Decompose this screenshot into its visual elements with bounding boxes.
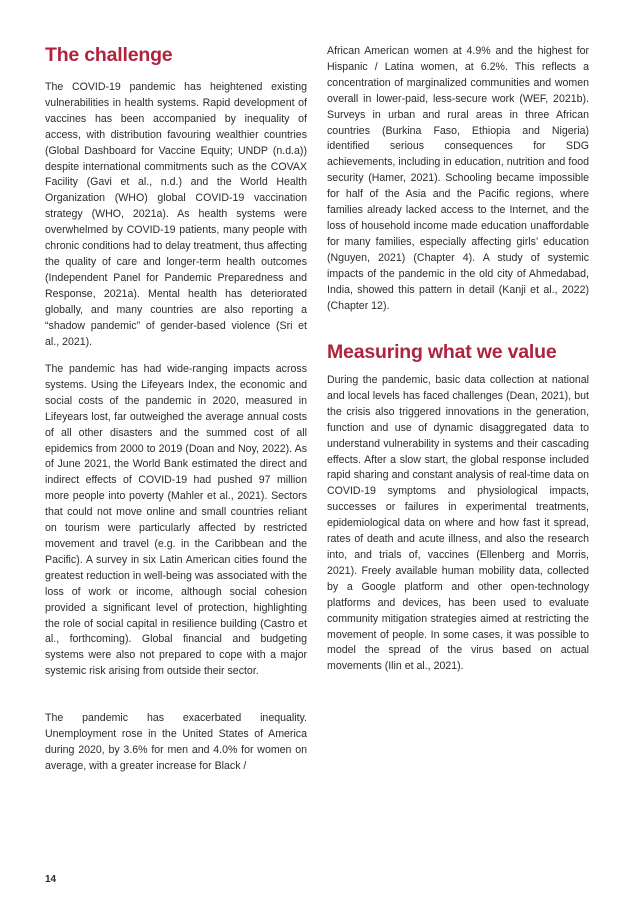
body-paragraph: During the pandemic, basic data collection at national and local levels has faced challenges (Dean, 2021), but the crisis also triggered innovations in the generation, function and use of dynamic disaggregated data to understand vulnerability in systems and their cascading effects. After a slow start, the global response included rapid sharing and constant analysis of real-time data on COVID-19 symptoms and physiological impacts, successes or failures in experimental treatments, epidemiological data on where and how fast it spread, rates of death and acute illness, and also the research into, and trials of, vaccines (Ellenberg and Morris, 2021). Freely available human mobility data, collected by a Google platform and other open-technology platforms and devices, has been used to evaluate community mitigation strategies aimed at restricting the movement of people. In some cases, it was possible to model the spread of the virus based on actual movements (Ilin et al., 2021). [327, 374, 589, 673]
section-heading-challenge: The challenge [45, 44, 173, 66]
body-paragraph: The COVID-19 pandemic has heightened existing vulnerabilities in health systems. Rapid development of vaccines has been accompanied by inequality of access, with distribution favouring wealthier countries (Global Dashboard for Vaccine Equity; UNDP (n.d.a)) despite international commitments such as the COVAX Facility (Gavi et al., n.d.) and the World Health Organization (WHO) global COVID-19 vaccination strategy (WHO, 2021a). As health systems were overwhelmed by COVID-19 patients, many people with chronic conditions had to delay treatment, thus affecting the quality of care and longer-term health outcomes (Independent Panel for Pandemic Preparedness and Response, 2021a). Mental health has deteriorated globally, and many countries are also reporting a “shadow pandemic” of gender-based violence (Sri et al., 2021). [45, 81, 307, 348]
body-paragraph: The pandemic has had wide-ranging impacts across systems. Using the Lifeyears Index, the economic and social costs of the pandemic in 2020, measured in Lifeyears lost, far outweighed the average annual costs of all other disasters and the summed cost of all epidemics from 2000 to 2019 (Doan and Noy, 2022). As of June 2021, the World Bank estimated the direct and indirect effects of COVID-19 had pushed 97 million more people into poverty (Mahler et al., 2021). Sectors that could not move online and small countries reliant on tourism were particularly affected by restricted movement and travel (e.g. in the Caribbean and the Pacific). A survey in six Latin American cities found the greatest reduction in well-being was associated with the loss of work or income, although social cohesion provided a significant level of protection, highlighting the role of social capital in resilience building (Castro et al., forthcoming). Global financial and budgeting systems were also not prepared to cope with a major systemic risk arising from outside their sector. [45, 363, 307, 678]
body-paragraph-continuation: African American women at 4.9% and the highest for Hispanic / Latina women, at 6.2%. This reflects a concentration of marginalized communities and women overall in lower-paid, less-secure work (WEF, 2021b). Surveys in urban and rural areas in three African countries (Burkina Faso, Ethiopia and Nigeria) identified serious consequences for SDG achievements, including in education, nutrition and food security (Hamer, 2021). Schooling became impossible for half of the Asia and the Pacific regions, where families already lacked access to the Internet, and the loss of household income made education unaffordable for many families, especially affecting girls’ education (Nguyen, 2021) (Chapter 4). A study of systemic impacts of the pandemic in the old city of Ahmedabad, India, showed this pattern in detail (Kanji et al., 2022) (Chapter 12). [327, 45, 589, 312]
body-paragraph: The pandemic has exacerbated inequality. Unemployment rose in the United States of America during 2020, by 3.6% for men and 4.0% for women on average, with a greater increase for Black / [45, 712, 307, 772]
section-heading-measuring: Measuring what we value [327, 341, 557, 363]
page-number: 14 [45, 874, 57, 885]
